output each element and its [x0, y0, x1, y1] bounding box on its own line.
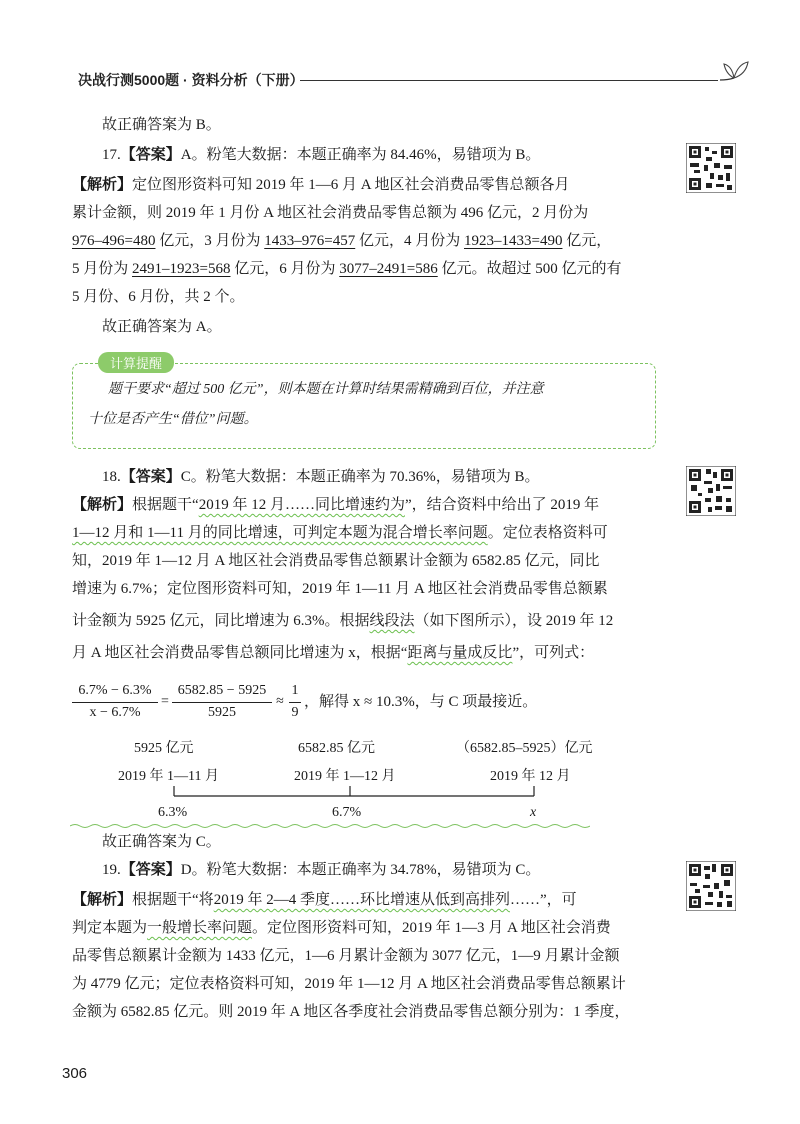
running-header: 决战行测5000题 · 资料分析（下册）	[78, 72, 304, 88]
q18-exp-line4: 增速为 6.7%；定位图形资料可知，2019 年 1—11 月 A 地区社会消费品零售总额累	[72, 581, 608, 597]
q19-exp-line5: 金额为 6582.85 亿元。则 2019 年 A 地区各季度社会消费品零售总额分别为：1 季度，	[72, 1004, 630, 1020]
wavy-divider	[70, 823, 590, 829]
q19-answer-line: 19.【答案】D。粉笔大数据：本题正确率为 34.78%，易错项为 C。	[102, 862, 541, 878]
q18-exp-line5: 计金额为 5925 亿元，同比增速为 6.3%。根据线段法（如下图所示），设 2019 年 12	[72, 613, 614, 629]
timeline-mid-1: 2019 年 1—11 月	[118, 769, 219, 784]
header-rule	[300, 80, 718, 81]
formula-result: ，解得 x ≈ 10.3%，与 C 项最接近。	[304, 694, 538, 710]
timeline-top-3: （6582.85–5925）亿元	[456, 741, 593, 756]
equals-sign: =	[161, 694, 169, 709]
q17-exp-line2: 累计金额，则 2019 年 1 月份 A 地区社会消费品零售总额为 496 亿元，2 月份为	[72, 205, 589, 221]
timeline-line	[150, 784, 550, 800]
q17-exp-line3: 976–496=480 亿元，3 月份为 1433–976=457 亿元，4 月份为 1923–1433=490 亿元，	[72, 233, 612, 249]
q17-exp-label: 【解析】	[72, 177, 133, 193]
q19-exp-line1: 【解析】根据题干“将2019 年 2—4 季度……环比增速从低到高排列……”，可	[72, 892, 577, 908]
q18-exp-line2: 1—12 月和 1—11 月的同比增速，可判定本题为混合增长率问题。定位表格资料可	[72, 525, 608, 541]
page-number: 306	[62, 1065, 88, 1082]
q17-ans-label: 【答案】	[120, 147, 181, 163]
timeline-bottom-2: 6.7%	[332, 805, 362, 820]
timeline-bottom-3: x	[530, 805, 537, 820]
timeline-top-1: 5925 亿元	[134, 741, 194, 756]
frac3-numerator: 1	[291, 683, 299, 698]
q17-exp-line4: 5 月份为 2491–1923=568 亿元，6 月份为 3077–2491=586 亿元。故超过 500 亿元的有	[72, 261, 622, 277]
frac2-bar	[172, 702, 272, 703]
timeline-mid-2: 2019 年 1—12 月	[294, 769, 396, 784]
q19-exp-line4: 为 4779 亿元；定位表格资料可知，2019 年 1—12 月 A 地区社会消费品零售总额累计	[72, 976, 626, 992]
prev-answer: 故正确答案为 B。	[102, 117, 221, 133]
approx-sign: ≈	[276, 694, 284, 709]
q17-num: 17.	[102, 147, 121, 163]
qr-code-icon[interactable]	[686, 143, 736, 193]
qr-code-icon[interactable]	[686, 466, 736, 516]
q19-exp-line2: 判定本题为一般增长率问题。定位图形资料可知，2019 年 1—3 月 A 地区社会消费	[72, 920, 611, 936]
q18-exp-line6: 月 A 地区社会消费品零售总额同比增速为 x，根据“距离与量成反比”，可列式：	[72, 645, 595, 661]
sprout-icon	[716, 56, 752, 86]
q17-ans-text: A。粉笔大数据：本题正确率为 84.46%，易错项为 B。	[180, 147, 541, 163]
tip-label: 计算提醒	[98, 352, 174, 373]
frac1-bar	[72, 702, 158, 703]
q18-conclusion: 故正确答案为 C。	[102, 834, 221, 850]
q18-exp-line1: 【解析】根据题干“2019 年 12 月……同比增速约为”，结合资料中给出了 2019 年	[72, 497, 600, 513]
frac3-bar	[289, 702, 301, 703]
q19-exp-line3: 品零售总额累计金额为 1433 亿元，1—6 月累计金额为 3077 亿元，1—9 月累计金额	[72, 948, 620, 964]
tip-line1: 题干要求“超过 500 亿元”，则本题在计算时结果需精确到百位，并注意	[108, 382, 544, 397]
tip-line2: 十位是否产生“借位”问题。	[88, 412, 258, 427]
frac1-numerator: 6.7% − 6.3%	[78, 683, 152, 698]
tip-box	[72, 363, 656, 449]
frac1-denominator: x − 6.7%	[89, 705, 141, 720]
frac3-denominator: 9	[291, 705, 299, 720]
frac2-denominator: 5925	[208, 705, 236, 720]
q17-conclusion: 故正确答案为 A。	[102, 319, 222, 335]
timeline-mid-3: 2019 年 12 月	[490, 769, 571, 784]
q17-exp-line1: 【解析】定位图形资料可知 2019 年 1—6 月 A 地区社会消费品零售总额各月	[72, 177, 570, 193]
q17-answer-line	[102, 145, 540, 165]
timeline-top-2: 6582.85 亿元	[298, 741, 375, 756]
qr-code-icon[interactable]	[686, 861, 736, 911]
q18-exp-line3: 知，2019 年 1—12 月 A 地区社会消费品零售总额累计金额为 6582.85 亿元，同比	[72, 553, 600, 569]
timeline-bottom-1: 6.3%	[158, 805, 188, 820]
q18-answer-line: 18.【答案】C。粉笔大数据：本题正确率为 70.36%，易错项为 B。	[102, 469, 540, 485]
q17-exp-line5: 5 月份、6 月份，共 2 个。	[72, 289, 245, 305]
frac2-numerator: 6582.85 − 5925	[177, 683, 267, 698]
